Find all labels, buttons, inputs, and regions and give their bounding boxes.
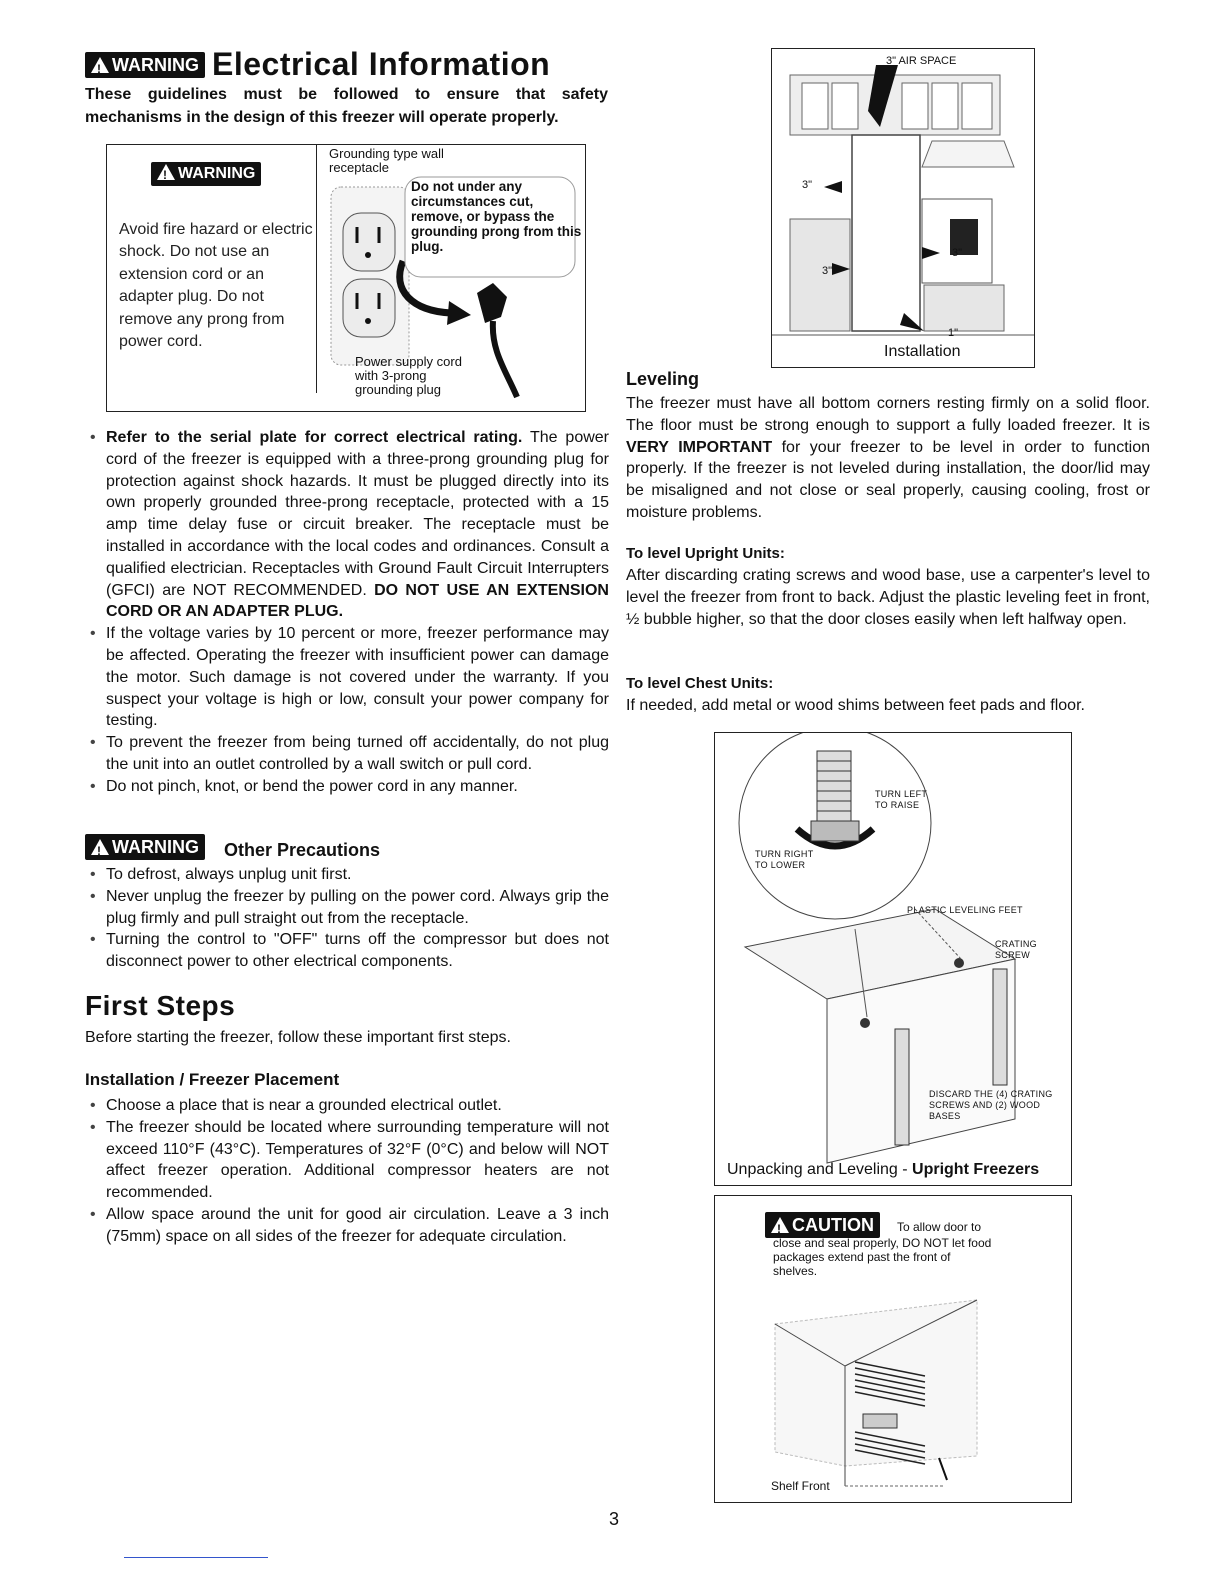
- other-bullet: • Turning the control to "OFF" turns off the compressor but does not disconnect power to other electrical components.: [88, 929, 609, 973]
- caution-text-a: To allow door to: [897, 1220, 982, 1234]
- lower-cabinet: [790, 219, 850, 331]
- range-hood: [922, 141, 1014, 167]
- leveling-caption: [727, 1161, 1039, 1179]
- leveling-figure: [714, 732, 1072, 1186]
- arrow-head-icon: [447, 301, 471, 325]
- caption-b: Upright Freezers: [912, 1161, 1040, 1178]
- receptacle-label: Grounding type wall receptacle: [329, 146, 444, 175]
- electrical-bullets: [88, 427, 609, 798]
- discard-label: DISCARD THE (4) CRATING SCREWS AND (2) WOOD BASES: [929, 1089, 1053, 1121]
- turn-right-label: TURN RIGHT TO LOWER: [755, 849, 814, 870]
- electrical-title: Electrical Information: [212, 46, 551, 82]
- cord: [493, 321, 517, 397]
- cabinet-door: [962, 83, 992, 129]
- other-precautions-title: Other Precautions: [224, 840, 381, 860]
- cabinet-door: [802, 83, 828, 129]
- box-warning-text: Avoid fire hazard or electric shock. Do not use an extension cord or an adapter plug. Do not remove any prong from power cord.: [119, 221, 313, 351]
- upright-text: After discarding crating screws and wood base, use a carpenter's level to level the freezer from front to back. Adjust the plastic leveling feet in front, ½ bubble higher, so that the door closes easily when left halfway open.: [626, 567, 1150, 628]
- dim-label-bottom: 1": [948, 327, 959, 339]
- leveling-title: Leveling: [626, 369, 700, 389]
- callout-text: Do not under any circumstances cut, remove, or bypass the grounding prong from this plug.: [411, 179, 582, 254]
- caption-a: Unpacking and Leveling -: [727, 1161, 913, 1178]
- bullet-bold: Refer to the serial plate for correct electrical rating.: [106, 429, 523, 446]
- shelf-front-label: Shelf Front: [771, 1479, 830, 1493]
- upright-title: To level Upright Units:: [626, 545, 785, 562]
- placement-bullet: • Choose a place that is near a grounded electrical outlet.: [88, 1095, 609, 1117]
- food-package: [863, 1414, 897, 1428]
- ground-hole: [365, 318, 371, 324]
- freezer-interior: [775, 1300, 977, 1466]
- leveling-feet-label: PLASTIC LEVELING FEET: [907, 905, 1023, 915]
- bullet-bold-2: DO NOT USE AN EXTENSION CORD OR AN ADAPTER PLUG.: [106, 581, 609, 621]
- foot-pad: [811, 821, 859, 841]
- placement-bullet: • The freezer should be located where surrounding temperature will not exceed 110°F (43°C). Temperatures of 32°F (0°C) and below will NOT affect freezer operation. Additional compressor heaters are not recommended.: [88, 1117, 609, 1204]
- power-cord-label: Power supply cord with 3-prong grounding plug: [355, 354, 462, 397]
- warning-triangle-icon: [91, 57, 109, 73]
- cabinet-door: [932, 83, 958, 129]
- cabinet-door: [832, 83, 858, 129]
- first-steps-intro: Before starting the freezer, follow these important first steps.: [85, 1029, 511, 1046]
- warning-label: WARNING: [178, 165, 256, 182]
- dim-label-side: 3": [822, 265, 833, 277]
- warning-badge-electrical: [85, 52, 205, 78]
- shelf-illustration: [715, 1196, 1071, 1502]
- warning-badge-other: [85, 834, 205, 860]
- wood-base: [993, 969, 1007, 1085]
- warning-badge: [85, 834, 205, 860]
- leveling-emphasis: VERY IMPORTANT: [626, 438, 773, 456]
- kitchen-illustration: [772, 49, 1034, 367]
- wood-base: [895, 1029, 909, 1145]
- first-steps-title: First Steps: [85, 990, 236, 1021]
- other-bullet: • To defrost, always unplug unit first.: [88, 864, 609, 886]
- electrical-bullet: • To prevent the freezer from being turned off accidentally, do not plug the unit into an outlet controlled by a wall switch or pull cord.: [88, 732, 609, 776]
- warning-triangle-icon: [157, 164, 175, 180]
- other-bullets: [88, 864, 609, 973]
- placement-title: Installation / Freezer Placement: [85, 1070, 340, 1089]
- chest-title: To level Chest Units:: [626, 675, 774, 692]
- placement-bullet: • Allow space around the unit for good air circulation. Leave a 3 inch (75mm) space on all sides of the freezer for adequate circulation.: [88, 1204, 609, 1248]
- caution-label: CAUTION: [792, 1215, 874, 1235]
- caution-text-b: close and seal properly, DO NOT let food packages extend past the front of shelves.: [773, 1236, 992, 1278]
- ground-hole: [365, 252, 371, 258]
- caution-figure: [714, 1195, 1072, 1503]
- leveling-text-a: The freezer must have all bottom corners resting firmly on a solid floor. The floor must be strong enough to support a fully loaded freezer. It is: [626, 395, 1150, 434]
- box-warning-badge: [151, 162, 261, 186]
- warning-label: WARNING: [112, 837, 199, 857]
- outlet-bottom: [343, 279, 395, 337]
- electrical-intro: These guidelines must be followed to ensure that safety mechanisms in the design of this freezer will operate properly.: [85, 86, 608, 126]
- crating-screw-label: CRATING SCREW: [995, 939, 1037, 960]
- warning-badge: [151, 162, 261, 186]
- warning-label: WARNING: [112, 55, 199, 75]
- dim-label-right: 3": [952, 247, 963, 259]
- dim-label-left: 3": [802, 179, 813, 191]
- warning-badge: [85, 52, 205, 78]
- box-divider: [316, 145, 317, 393]
- electrical-bullet: [88, 427, 609, 623]
- lower-cabinet-right: [924, 285, 1004, 331]
- page-number: 3: [609, 1509, 620, 1529]
- cabinet-door: [902, 83, 928, 129]
- installation-caption: Installation: [884, 343, 961, 360]
- footer-rule: [124, 1557, 268, 1558]
- plug-icon: [477, 283, 507, 323]
- electrical-warning-box: [106, 144, 586, 412]
- turn-left-label: TURN LEFT TO RAISE: [875, 789, 928, 810]
- freezer: [852, 135, 920, 331]
- warning-triangle-icon: [91, 839, 109, 855]
- screw-icon: [954, 958, 964, 968]
- outlet-top: [343, 213, 395, 271]
- bullet-text: The power cord of the freezer is equipped with a three-prong grounding plug for protection against shock hazards. It must be plugged directly into its own properly grounded three-prong receptacle, protected with a 15 amp time delay fuse or circuit breaker. The receptacle must be installed in accordance with the local codes and ordinances. Consult a qualified electrician. Receptacles with Ground Fault Circuit Interrupters (GFCI) are NOT RECOMMENDED.: [106, 429, 610, 599]
- electrical-bullet: • Do not pinch, knot, or bend the power cord in any manner.: [88, 776, 609, 798]
- leveling-paragraph: [626, 393, 1150, 524]
- electrical-bullet: • If the voltage varies by 10 percent or more, freezer performance may be affected. Operating the freezer with insufficient power can damage the motor. Such damage is not covered under the warranty. If you suspect your voltage is high or low, consult your power company for testing.: [88, 623, 609, 732]
- leveling-text-c: for your freezer to be level in order to function properly. If the freezer is not leveled during installation, the door/lid may be misaligned and not close or seal properly, causing cooling, frost or moisture problems.: [626, 438, 1151, 521]
- chest-text: If needed, add metal or wood shims between feet pads and floor.: [626, 697, 1085, 714]
- screw-icon: [860, 1018, 870, 1028]
- pointer-line: [939, 1458, 947, 1480]
- air-space-label: 3" AIR SPACE: [886, 55, 957, 67]
- other-bullet: • Never unplug the freezer by pulling on the power cord. Always grip the plug firmly and pull straight out from the receptacle.: [88, 886, 609, 930]
- placement-bullets: [88, 1095, 609, 1248]
- installation-figure: [771, 48, 1035, 368]
- arrow-icon: [824, 181, 842, 193]
